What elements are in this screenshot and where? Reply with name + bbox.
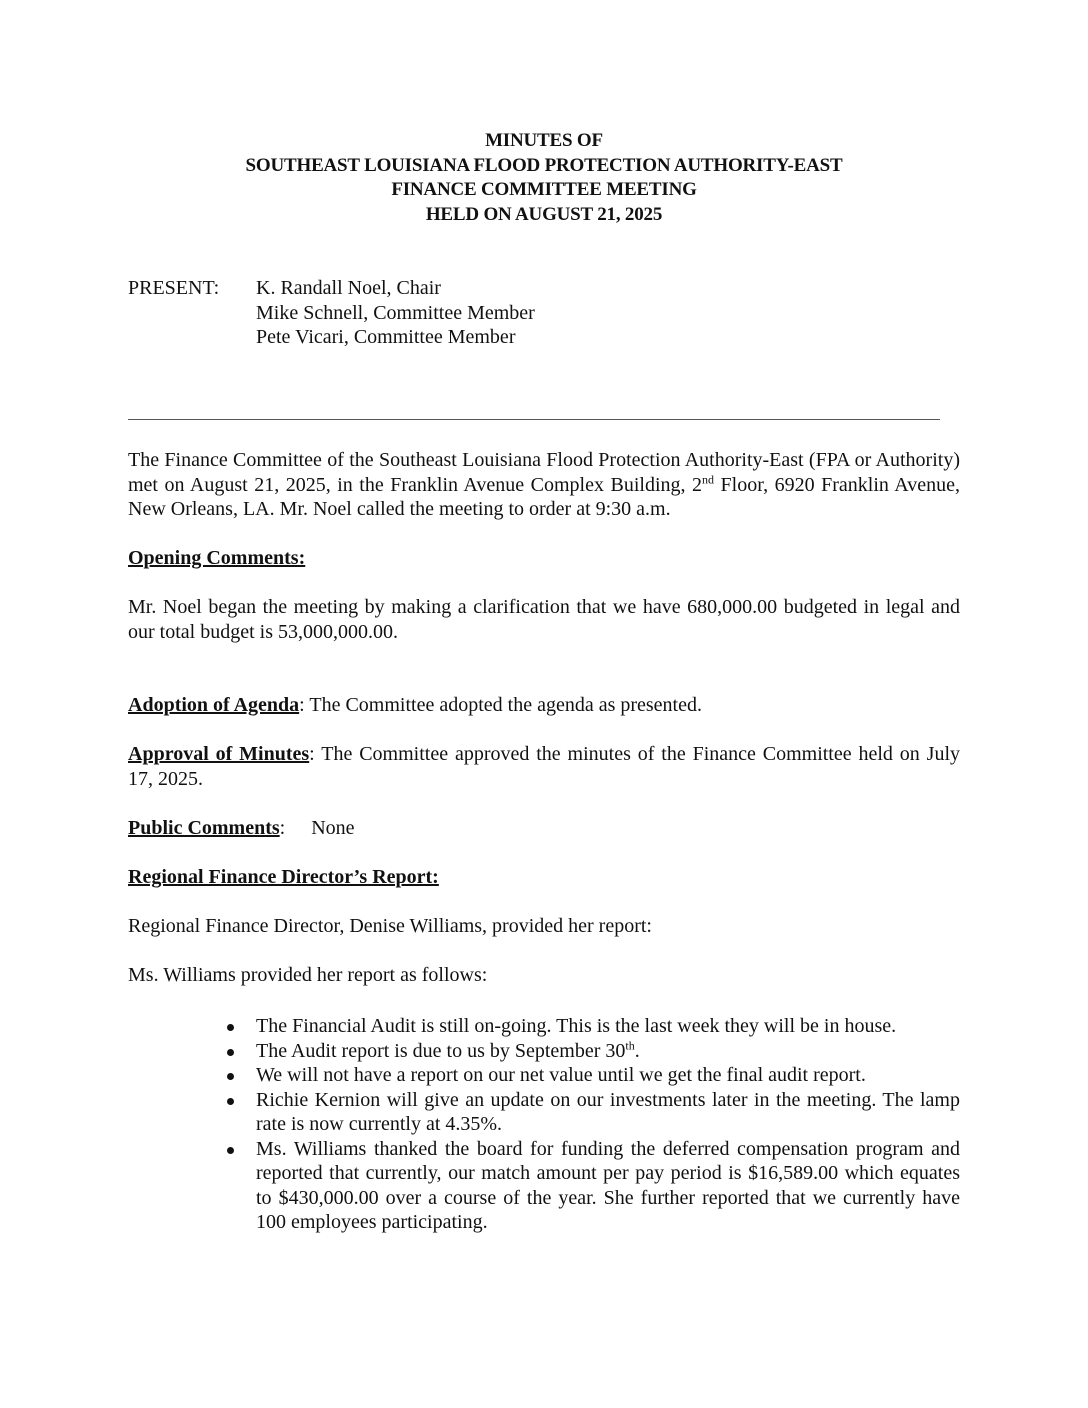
opening-comments-heading: Opening Comments: bbox=[128, 547, 306, 569]
public-comments-heading: Public Comments bbox=[128, 817, 280, 839]
report-bullet-text: Ms. Williams thanked the board for funding the deferred compensation program and reported that currently, our match amount per pay period is $16,589.00 which equates to $430,000.00 over a course of the year. She further reported that we currently have 100 employees participating. bbox=[256, 1137, 960, 1233]
report-bullet-text-end: . bbox=[634, 1039, 640, 1062]
title-line: MINUTES OF bbox=[485, 130, 603, 151]
report-bullet-item bbox=[256, 1039, 960, 1064]
approval-of-minutes-paragraph bbox=[128, 742, 960, 791]
bullet-icon bbox=[227, 1049, 234, 1056]
report-bullet-text: We will not have a report on our net value until we get the final audit report. bbox=[256, 1064, 866, 1086]
adoption-of-agenda-text: : The Committee adopted the agenda as presented. bbox=[299, 694, 702, 716]
approval-of-minutes-heading: Approval of Minutes bbox=[128, 743, 310, 765]
regional-report-heading: Regional Finance Director’s Report: bbox=[128, 866, 439, 888]
title-line: SOUTHEAST LOUISIANA FLOOD PROTECTION AUTHORITY-EAST bbox=[245, 154, 843, 176]
report-bullet-item bbox=[256, 1137, 960, 1235]
bullet-icon bbox=[227, 1024, 234, 1031]
ordinal-suffix: th bbox=[625, 1037, 635, 1052]
title-line: FINANCE COMMITTEE MEETING bbox=[391, 179, 697, 200]
opening-comments-text: Mr. Noel began the meeting by making a clarification that we have 680,000.00 budgeted in legal and our total budget is 53,000,000.00. bbox=[128, 596, 960, 643]
public-comments-paragraph bbox=[128, 816, 960, 841]
present-members-list bbox=[256, 276, 535, 350]
present-member: Pete Vicari, Committee Member bbox=[256, 326, 516, 348]
adoption-of-agenda-paragraph bbox=[128, 693, 960, 718]
bullet-icon bbox=[227, 1098, 234, 1105]
report-bullet-list bbox=[256, 1014, 960, 1235]
approval-of-minutes-text: : The Committee approved the minutes of the Finance Committee held on July 17, 2025. bbox=[128, 743, 961, 790]
ordinal-suffix: nd bbox=[702, 471, 715, 486]
document-title bbox=[0, 129, 1088, 227]
present-label: PRESENT: bbox=[128, 277, 220, 299]
intro-text: The Finance Committee of the Southeast Louisiana Flood Protection Authority-East (FPA or Authority) met on August 21, 2025, in the Franklin Avenue Complex Building, 2 bbox=[128, 449, 960, 496]
regional-report-intro-text: Regional Finance Director, Denise Williams, provided her report: bbox=[128, 915, 652, 937]
regional-report-heading-block bbox=[128, 865, 960, 890]
adoption-of-agenda-heading: Adoption of Agenda bbox=[128, 694, 300, 716]
opening-comments-paragraph bbox=[128, 595, 960, 644]
report-bullet-item bbox=[256, 1014, 960, 1039]
bullet-icon bbox=[227, 1073, 234, 1080]
bullet-icon bbox=[227, 1147, 234, 1154]
intro-paragraph bbox=[128, 448, 960, 522]
public-comments-text: None bbox=[311, 817, 355, 839]
public-comments-separator: : bbox=[279, 817, 286, 839]
title-line: HELD ON AUGUST 21, 2025 bbox=[425, 203, 663, 225]
present-member: K. Randall Noel, Chair bbox=[256, 277, 441, 299]
regional-report-lead-text: Ms. Williams provided her report as follows: bbox=[128, 964, 488, 986]
report-bullet-text: The Financial Audit is still on-going. This is the last week they will be in house. bbox=[256, 1015, 897, 1037]
opening-comments-heading-block bbox=[128, 546, 960, 571]
regional-report-intro bbox=[128, 914, 960, 939]
intro-text: Floor, 6920 Franklin Avenue, New Orleans, LA. Mr. Noel called the meeting to order at 9:30 a.m. bbox=[128, 473, 961, 520]
report-bullet-text: Richie Kernion will give an update on our investments later in the meeting. The lamp rate is now currently at 4.35%. bbox=[256, 1088, 960, 1135]
present-member: Mike Schnell, Committee Member bbox=[256, 301, 535, 324]
report-bullet-text: The Audit report is due to us by September 30 bbox=[256, 1039, 626, 1062]
horizontal-divider bbox=[128, 419, 940, 420]
report-bullet-item bbox=[256, 1063, 960, 1088]
report-bullet-item bbox=[256, 1088, 960, 1137]
regional-report-lead bbox=[128, 963, 960, 988]
